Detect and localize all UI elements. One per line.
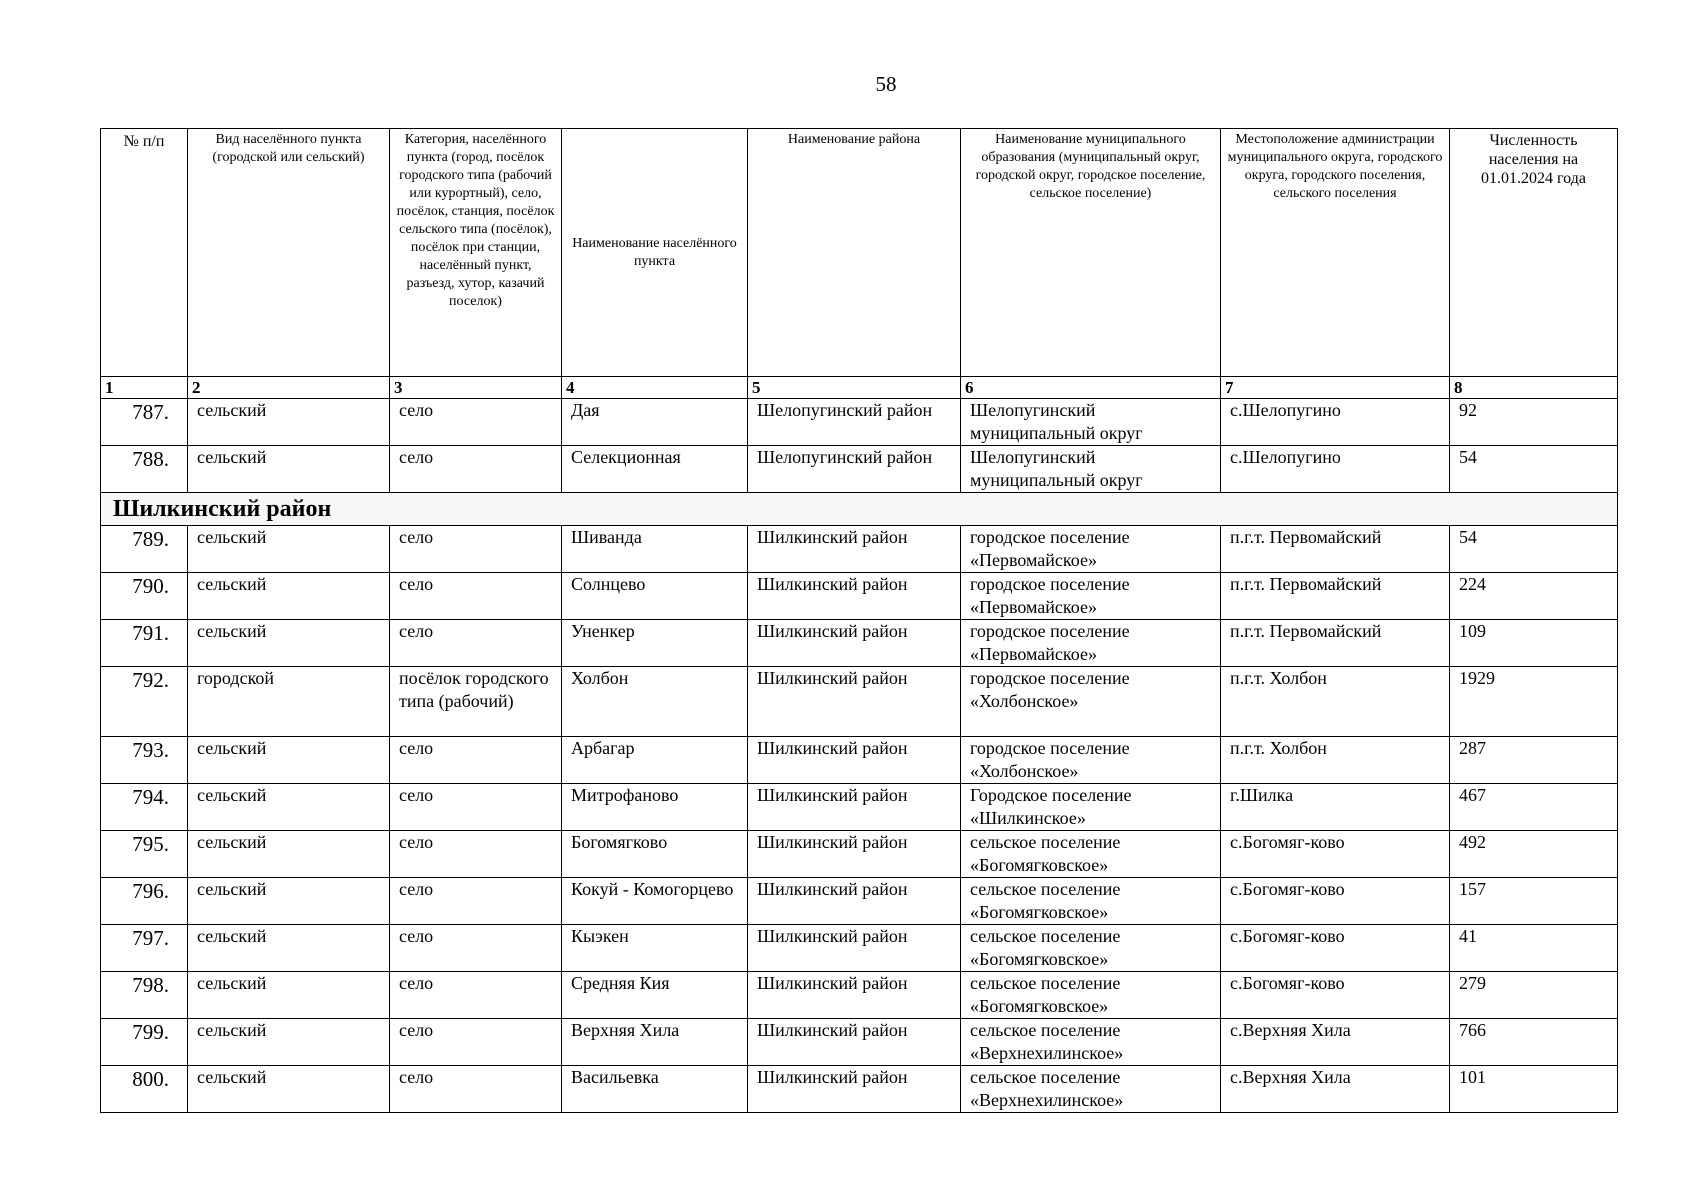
- district-name: Шилкинский район: [748, 526, 961, 573]
- table-row: [101, 925, 1618, 972]
- district-name: Шилкинский район: [748, 737, 961, 784]
- settlement-category: село: [390, 878, 562, 925]
- municipality-name: сельское поселение «Богомягковское»: [961, 878, 1221, 925]
- district-name: Шилкинский район: [748, 667, 961, 737]
- settlement-name: Васильевка: [562, 1066, 748, 1113]
- table-row: [101, 784, 1618, 831]
- settlement-name: Шиванда: [562, 526, 748, 573]
- district-name: Шилкинский район: [748, 784, 961, 831]
- settlement-category: село: [390, 620, 562, 667]
- settlement-name: Кокуй - Комогорцево: [562, 878, 748, 925]
- admin-location: с.Богомяг-ково: [1221, 972, 1450, 1019]
- settlement-category: село: [390, 831, 562, 878]
- settlement-category: село: [390, 737, 562, 784]
- table-row: [101, 446, 1618, 493]
- table-row: [101, 972, 1618, 1019]
- header-row: [101, 129, 1618, 377]
- row-number: 790.: [101, 573, 188, 620]
- header-type: Вид населённого пункта (городской или сельский): [188, 129, 390, 377]
- district-name: Шилкинский район: [748, 620, 961, 667]
- settlement-name: Верхняя Хила: [562, 1019, 748, 1066]
- admin-location: п.г.т. Холбон: [1221, 737, 1450, 784]
- table-row: [101, 573, 1618, 620]
- row-number: 797.: [101, 925, 188, 972]
- settlement-name: Селекционная: [562, 446, 748, 493]
- settlement-category: село: [390, 925, 562, 972]
- settlement-category: село: [390, 399, 562, 446]
- population: 467: [1450, 784, 1618, 831]
- settlement-name: Кыэкен: [562, 925, 748, 972]
- column-number: 3: [390, 377, 562, 399]
- admin-location: с.Верхняя Хила: [1221, 1066, 1450, 1113]
- table-row: [101, 620, 1618, 667]
- row-number: 794.: [101, 784, 188, 831]
- municipality-name: городское поселение «Первомайское»: [961, 620, 1221, 667]
- admin-location: с.Богомяг-ково: [1221, 878, 1450, 925]
- population: 492: [1450, 831, 1618, 878]
- district-name: Шелопугинский район: [748, 399, 961, 446]
- settlement-name: Солнцево: [562, 573, 748, 620]
- settlement-category: село: [390, 784, 562, 831]
- settlement-type: сельский: [188, 1066, 390, 1113]
- admin-location: с.Шелопугино: [1221, 446, 1450, 493]
- admin-location: п.г.т. Первомайский: [1221, 526, 1450, 573]
- settlement-type: сельский: [188, 526, 390, 573]
- admin-location: с.Шелопугино: [1221, 399, 1450, 446]
- municipality-name: сельское поселение «Богомягковское»: [961, 972, 1221, 1019]
- column-number: 1: [101, 377, 188, 399]
- district-heading-row: [101, 493, 1618, 526]
- table-row: [101, 1019, 1618, 1066]
- column-number-row: [101, 377, 1618, 399]
- municipality-name: городское поселение «Первомайское»: [961, 573, 1221, 620]
- column-number: 5: [748, 377, 961, 399]
- settlement-name: Богомягково: [562, 831, 748, 878]
- admin-location: п.г.т. Первомайский: [1221, 573, 1450, 620]
- municipality-name: городское поселение «Холбонское»: [961, 737, 1221, 784]
- table-row: [101, 878, 1618, 925]
- row-number: 791.: [101, 620, 188, 667]
- table-row: [101, 737, 1618, 784]
- municipality-name: городское поселение «Первомайское»: [961, 526, 1221, 573]
- settlement-type: сельский: [188, 878, 390, 925]
- settlement-type: сельский: [188, 620, 390, 667]
- population: 1929: [1450, 667, 1618, 737]
- population: 109: [1450, 620, 1618, 667]
- district-name: Шилкинский район: [748, 972, 961, 1019]
- header-name: Наименование населённого пункта: [562, 129, 748, 377]
- population: 54: [1450, 526, 1618, 573]
- municipality-name: Шелопугинский муниципальный округ: [961, 399, 1221, 446]
- settlement-type: сельский: [188, 737, 390, 784]
- row-number: 796.: [101, 878, 188, 925]
- municipality-name: сельское поселение «Богомягковское»: [961, 925, 1221, 972]
- settlement-name: Митрофаново: [562, 784, 748, 831]
- district-name: Шилкинский район: [748, 1066, 961, 1113]
- settlement-name: Средняя Кия: [562, 972, 748, 1019]
- row-number: 789.: [101, 526, 188, 573]
- settlement-category: село: [390, 446, 562, 493]
- municipality-name: сельское поселение «Богомягковское»: [961, 831, 1221, 878]
- table-row: [101, 399, 1618, 446]
- settlements-table: [100, 128, 1618, 1113]
- admin-location: п.г.т. Первомайский: [1221, 620, 1450, 667]
- row-number: 787.: [101, 399, 188, 446]
- settlement-type: городской: [188, 667, 390, 737]
- header-admin-location: Местоположение администрации муниципального округа, городского округа, городского поселения, сельского поселения: [1221, 129, 1450, 377]
- settlement-name: Арбагар: [562, 737, 748, 784]
- district-name: Шилкинский район: [748, 573, 961, 620]
- header-district: Наименование района: [748, 129, 961, 377]
- header-no: № п/п: [101, 129, 188, 377]
- population: 92: [1450, 399, 1618, 446]
- district-name: Шелопугинский район: [748, 446, 961, 493]
- settlement-name: Холбон: [562, 667, 748, 737]
- district-name: Шилкинский район: [748, 831, 961, 878]
- admin-location: п.г.т. Холбон: [1221, 667, 1450, 737]
- settlement-category: село: [390, 526, 562, 573]
- row-number: 799.: [101, 1019, 188, 1066]
- column-number: 4: [562, 377, 748, 399]
- row-number: 788.: [101, 446, 188, 493]
- municipality-name: сельское поселение «Верхнехилинское»: [961, 1066, 1221, 1113]
- header-municipality: Наименование муниципального образования (муниципальный округ, городской округ, городское поселение, сельское поселение): [961, 129, 1221, 377]
- settlement-category: село: [390, 573, 562, 620]
- column-number: 7: [1221, 377, 1450, 399]
- district-heading: Шилкинский район: [101, 493, 1618, 526]
- population: 41: [1450, 925, 1618, 972]
- settlement-type: сельский: [188, 784, 390, 831]
- row-number: 793.: [101, 737, 188, 784]
- column-number: 2: [188, 377, 390, 399]
- table-row: [101, 1066, 1618, 1113]
- settlement-type: сельский: [188, 925, 390, 972]
- population: 54: [1450, 446, 1618, 493]
- settlement-type: сельский: [188, 573, 390, 620]
- settlement-type: сельский: [188, 972, 390, 1019]
- column-number: 6: [961, 377, 1221, 399]
- population: 287: [1450, 737, 1618, 784]
- municipality-name: городское поселение «Холбонское»: [961, 667, 1221, 737]
- page-number: 58: [875, 72, 897, 96]
- settlement-type: сельский: [188, 446, 390, 493]
- municipality-name: сельское поселение «Верхнехилинское»: [961, 1019, 1221, 1066]
- table-row: [101, 831, 1618, 878]
- settlement-type: сельский: [188, 399, 390, 446]
- admin-location: с.Богомяг-ково: [1221, 831, 1450, 878]
- admin-location: с.Верхняя Хила: [1221, 1019, 1450, 1066]
- row-number: 792.: [101, 667, 188, 737]
- district-name: Шилкинский район: [748, 925, 961, 972]
- row-number: 798.: [101, 972, 188, 1019]
- settlement-category: село: [390, 972, 562, 1019]
- district-name: Шилкинский район: [748, 878, 961, 925]
- settlement-category: посёлок городского типа (рабочий): [390, 667, 562, 737]
- header-population: Численность населения на 01.01.2024 года: [1450, 129, 1618, 377]
- admin-location: г.Шилка: [1221, 784, 1450, 831]
- population: 224: [1450, 573, 1618, 620]
- header-category: Категория, населённого пункта (город, посёлок городского типа (рабочий или курортный), село, посёлок, станция, посёлок сельского типа (посёлок), посёлок при станции, населённый пункт, разъезд, хутор, казачий поселок): [390, 129, 562, 377]
- settlement-category: село: [390, 1019, 562, 1066]
- settlement-name: Дая: [562, 399, 748, 446]
- municipality-name: Шелопугинский муниципальный округ: [961, 446, 1221, 493]
- settlement-category: село: [390, 1066, 562, 1113]
- population: 766: [1450, 1019, 1618, 1066]
- population: 101: [1450, 1066, 1618, 1113]
- table-row: [101, 526, 1618, 573]
- row-number: 795.: [101, 831, 188, 878]
- district-name: Шилкинский район: [748, 1019, 961, 1066]
- settlement-type: сельский: [188, 1019, 390, 1066]
- column-number: 8: [1450, 377, 1618, 399]
- settlement-name: Уненкер: [562, 620, 748, 667]
- row-number: 800.: [101, 1066, 188, 1113]
- admin-location: с.Богомяг-ково: [1221, 925, 1450, 972]
- population: 157: [1450, 878, 1618, 925]
- municipality-name: Городское поселение «Шилкинское»: [961, 784, 1221, 831]
- settlement-type: сельский: [188, 831, 390, 878]
- population: 279: [1450, 972, 1618, 1019]
- table-row: [101, 667, 1618, 737]
